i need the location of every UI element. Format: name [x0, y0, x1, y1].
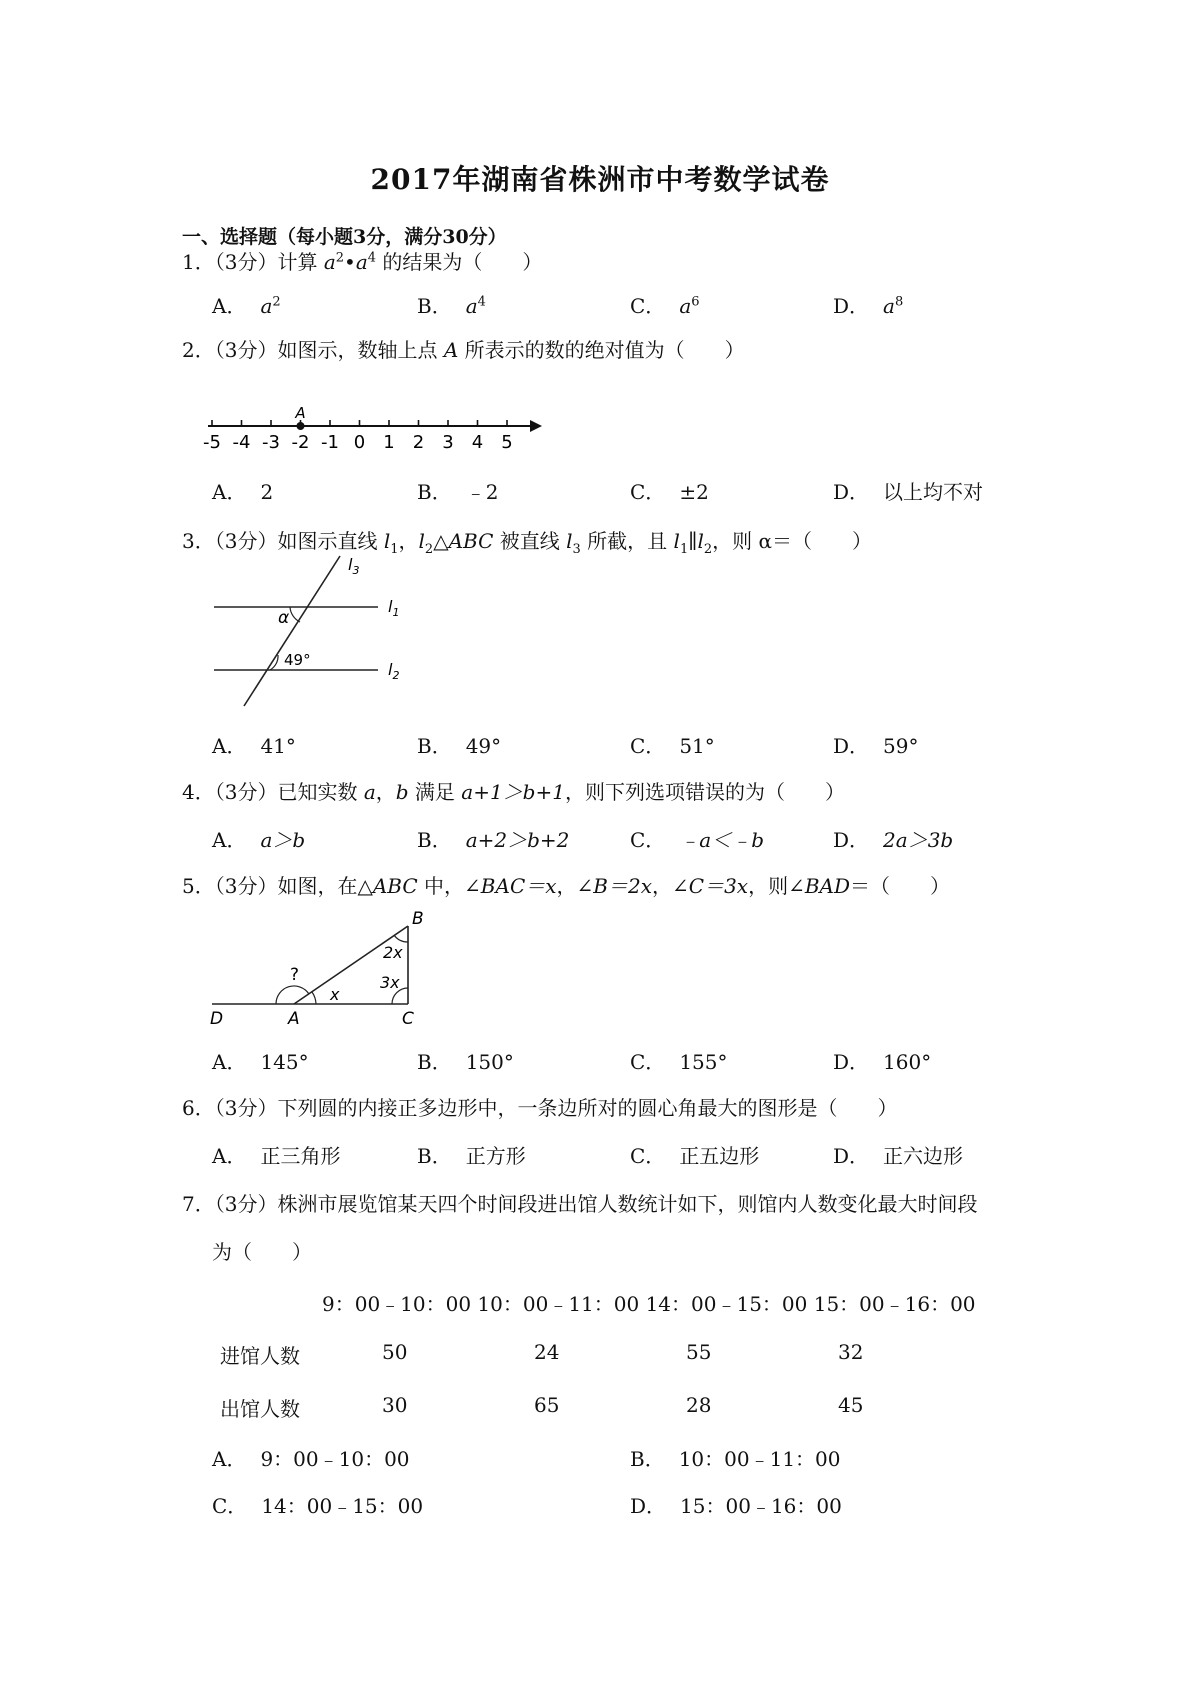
vertex-a-label: A: [288, 1009, 300, 1029]
table-cell: 65: [534, 1393, 560, 1417]
q1-base-2: a: [355, 250, 368, 274]
q7-option-d: D． 15：00﹣16：00: [630, 1494, 842, 1518]
angle-x-label: x: [330, 985, 340, 1004]
number-line-tick-label: -1: [321, 432, 339, 453]
angle-49-label: 49°: [284, 651, 311, 669]
section-heading: 一、选择题（每小题3分，满分30分）: [182, 226, 507, 248]
label-l3: $l_3$: [348, 555, 360, 577]
q3-option-b: B． 49°: [417, 734, 502, 758]
table-row-out-label: 出馆人数: [220, 1397, 300, 1421]
q1-option-a: A． $a^2$: [212, 294, 281, 318]
q4-option-c: C． ﹣a＜﹣b: [630, 828, 765, 852]
number-line-tick-label: 5: [501, 432, 513, 453]
q6-option-d: D． 正六边形: [833, 1144, 964, 1168]
table-cell: 32: [838, 1340, 864, 1364]
table-cell: 24: [534, 1340, 560, 1364]
question-6: 6．（3分）下列圆的内接正多边形中，一条边所对的圆心角最大的图形是（ ）: [182, 1096, 898, 1120]
number-line-tick-label: 3: [442, 432, 454, 453]
q7-option-b: B． 10：00﹣11：00: [630, 1447, 841, 1471]
q3-option-c: C． 51°: [630, 734, 715, 758]
question-5: 5．（3分）如图，在△ABC 中，∠BAC＝x，∠B＝2x，∠C＝3x，则∠BAD＝（ ）: [182, 874, 951, 898]
vertex-c-label: C: [402, 1009, 414, 1029]
q4-option-a: A． a＞b: [212, 828, 306, 852]
number-line-point-label: A: [295, 404, 306, 422]
q1-option-d: D． $a^8$: [833, 294, 904, 318]
number-line-tick-label: -4: [232, 432, 251, 453]
q1-dot: •: [344, 250, 356, 274]
table-cell: 50: [382, 1340, 408, 1364]
table-row-in-label: 进馆人数: [220, 1344, 300, 1368]
question-7-line-2: 为（ ）: [212, 1240, 312, 1264]
table-cell: 30: [382, 1393, 408, 1417]
question-2: 2．（3分）如图示，数轴上点 A 所表示的数的绝对值为（ ）: [182, 338, 745, 362]
number-line-tick-label: -3: [262, 432, 280, 453]
number-line-tick-label: 2: [412, 432, 425, 453]
number-line-point: [297, 422, 305, 430]
q2-option-a: A． 2: [212, 480, 274, 504]
q2-option-b: B． ﹣2: [417, 480, 499, 504]
q1-exp2: 4: [367, 250, 377, 266]
q1-exp1: 2: [335, 250, 345, 266]
number-line-tick-label: 0: [353, 432, 366, 453]
q5-option-b: B． 150°: [417, 1050, 514, 1074]
number-line-tick-label: 4: [471, 432, 484, 453]
q1-suffix: 的结果为（ ）: [376, 250, 543, 274]
q3-option-d: D． 59°: [833, 734, 919, 758]
q6-option-a: A． 正三角形: [212, 1144, 341, 1168]
number-line-tick-label: 1: [383, 432, 395, 453]
question-7-line-1: 7．（3分）株洲市展览馆某天四个时间段进出馆人数统计如下，则馆内人数变化最大时间段: [182, 1192, 978, 1216]
q2-option-c: C． ±2: [630, 480, 709, 504]
label-l2: $l_2$: [388, 660, 400, 682]
label-l1: $l_1$: [388, 597, 400, 619]
angle-alpha-label: α: [278, 608, 290, 628]
unknown-angle-label: ?: [290, 965, 300, 985]
q6-option-b: B． 正方形: [417, 1144, 526, 1168]
q3-option-a: A． 41°: [212, 734, 296, 758]
table-cell: 28: [686, 1393, 712, 1417]
q1-base: a: [323, 250, 336, 274]
angle-2x-label: 2x: [383, 943, 403, 962]
question-4: 4．（3分）已知实数 a，b 满足 a+1＞b+1，则下列选项错误的为（ ）: [182, 780, 845, 804]
line-l3: [244, 556, 340, 706]
parallel-lines-figure: [208, 552, 423, 710]
question-1: [182, 246, 542, 275]
q7-option-c: C． 14：00﹣15：00: [212, 1494, 424, 1518]
q7-option-a: A． 9：00﹣10：00: [212, 1447, 410, 1471]
number-line-tick-label: -2: [291, 432, 310, 453]
table-cell: 45: [838, 1393, 864, 1417]
table-header: 9：00﹣10：00 10：00﹣11：00 14：00﹣15：00 15：00﹣16：00: [322, 1292, 976, 1316]
q4-option-d: D． 2a＞3b: [833, 828, 954, 852]
triangle-figure: [208, 904, 438, 1028]
question-3: 3．（3分）如图示直线 $l_1$，$l_2\triangle ABC$ 被直线 $l_3$ 所截，且 $l_1\parallel l_2$，则 α＝（ ）: [182, 529, 873, 557]
q5-option-c: C． 155°: [630, 1050, 728, 1074]
table-cell: 55: [686, 1340, 712, 1364]
vertex-d-label: D: [210, 1009, 224, 1029]
number-line-tick-label: -5: [203, 432, 221, 453]
q2-option-d: D． 以上均不对: [833, 480, 984, 504]
q1-prefix: 1．（3分）计算: [182, 250, 324, 274]
number-line-figure: [203, 398, 546, 460]
exam-title: 2017年湖南省株洲市中考数学试卷: [370, 163, 830, 196]
q5-option-d: D． 160°: [833, 1050, 932, 1074]
angle-3x-label: 3x: [380, 973, 400, 992]
vertex-b-label: B: [412, 909, 424, 929]
q6-option-c: C． 正五边形: [630, 1144, 760, 1168]
q1-option-b: B． $a^4$: [417, 294, 486, 318]
q5-option-a: A． 145°: [212, 1050, 309, 1074]
q4-option-b: B． a+2＞b+2: [417, 828, 570, 852]
q1-option-c: C． $a^6$: [630, 294, 700, 318]
